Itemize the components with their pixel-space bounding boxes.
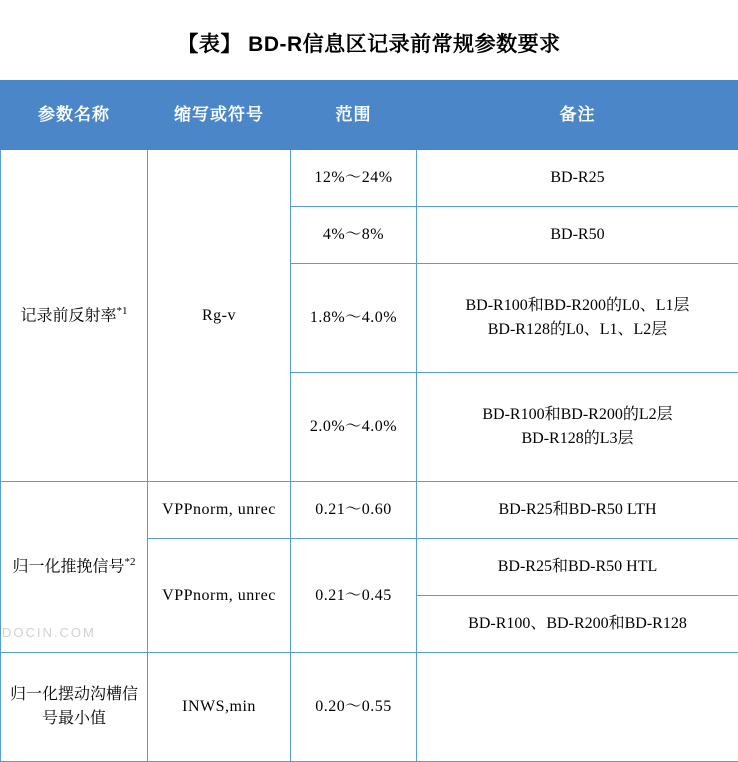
remark-line: BD-R128的L0、L1、L2层 bbox=[421, 318, 734, 342]
remark-value bbox=[417, 653, 738, 762]
remark-line: BD-R100和BD-R200的L2层 bbox=[421, 403, 734, 427]
column-header-symbol: 缩写或符号 bbox=[148, 81, 291, 150]
param-footnote-marker: *1 bbox=[117, 305, 128, 317]
remark-value: BD-R25和BD-R50 LTH bbox=[417, 482, 738, 539]
remark-value: BD-R50 bbox=[417, 207, 738, 264]
column-header-range: 范围 bbox=[291, 81, 417, 150]
remark-value: BD-R100、BD-R200和BD-R128 bbox=[417, 596, 738, 653]
param-symbol-push-pull: VPPnorm, unrec bbox=[148, 539, 291, 653]
remark-group bbox=[417, 264, 738, 373]
watermark: DOCIN.COM bbox=[2, 625, 96, 640]
range-value: 12%～24% bbox=[291, 150, 417, 207]
param-footnote-marker: *2 bbox=[125, 556, 136, 568]
param-name-reflectivity: 记录前反射率$^{*1}$ bbox=[1, 150, 148, 482]
param-symbol-wobble: INWS,min bbox=[148, 653, 291, 762]
table-row bbox=[1, 150, 738, 207]
table-header-row bbox=[1, 81, 738, 150]
remark-group bbox=[417, 373, 738, 482]
column-header-remark: 备注 bbox=[417, 81, 738, 150]
range-value: 0.21～0.60 bbox=[291, 482, 417, 539]
remark-value: BD-R25 bbox=[417, 150, 738, 207]
range-value: 2.0%～4.0% bbox=[291, 373, 417, 482]
parameter-table bbox=[0, 80, 738, 762]
column-header-param-name: 参数名称 bbox=[1, 81, 148, 150]
remark-line: BD-R100和BD-R200的L0、L1层 bbox=[421, 294, 734, 318]
remark-value: BD-R25和BD-R50 HTL bbox=[417, 539, 738, 596]
range-value: 1.8%～4.0% bbox=[291, 264, 417, 373]
range-value: 0.20～0.55 bbox=[291, 653, 417, 762]
range-value: 0.21～0.45 bbox=[291, 539, 417, 653]
remark-line: BD-R128的L3层 bbox=[421, 427, 734, 451]
param-name-push-pull: 归一化推挽信号$^{*2}$ bbox=[1, 482, 148, 653]
table-row bbox=[1, 482, 738, 539]
range-value: 4%～8% bbox=[291, 207, 417, 264]
param-symbol-reflectivity: Rg-v bbox=[148, 150, 291, 482]
param-symbol-push-pull: VPPnorm, unrec bbox=[148, 482, 291, 539]
page-title: 【表】 BD-R信息区记录前常规参数要求 bbox=[0, 0, 738, 80]
table-row bbox=[1, 653, 738, 762]
param-name-wobble: 归一化摆动沟槽信号最小值 bbox=[1, 653, 148, 762]
